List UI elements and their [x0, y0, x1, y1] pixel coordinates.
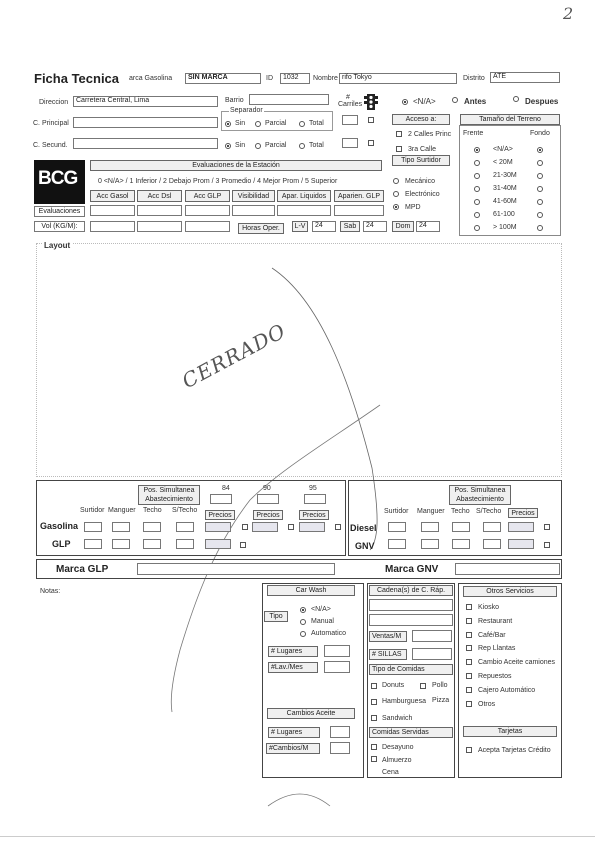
eval-button[interactable]: Aparien. GLP: [334, 190, 384, 202]
comidas-servidas-header: Comidas Servidas: [369, 727, 453, 738]
almuerzo-label: Almuerzo: [382, 757, 412, 764]
cambios-cambios-input[interactable]: [330, 742, 350, 754]
notas-area[interactable]: [36, 598, 258, 778]
barrio-label: Barrio: [225, 97, 244, 104]
fondo-radio-0[interactable]: [537, 147, 543, 153]
cambios-header: Cambios Aceite: [267, 708, 355, 719]
notas-label: Notas:: [40, 588, 61, 595]
mecanico-radio[interactable]: [393, 178, 399, 184]
otros-check[interactable]: [466, 645, 472, 651]
principal-input[interactable]: [73, 117, 218, 128]
evaluaciones-row-label: Evaluaciones: [34, 206, 85, 217]
cadena-header: Cadena(s) de C. Ráp.: [369, 585, 453, 596]
scan-edge: [0, 836, 595, 837]
hamburguesa-label: Hamburguesa: [382, 698, 426, 705]
fuel-input[interactable]: [388, 539, 406, 549]
frente-radio-4[interactable]: [474, 199, 480, 205]
timing-despues-radio[interactable]: [513, 96, 519, 102]
fuel-input[interactable]: [421, 522, 439, 532]
fuel-input[interactable]: [176, 522, 194, 532]
precio-input[interactable]: [205, 539, 231, 549]
gas-col-manguer: Manguer: [108, 507, 136, 514]
eval-input[interactable]: [185, 205, 230, 216]
fuel-input[interactable]: [388, 522, 406, 532]
tarjetas-label: Acepta Tarjetas Crédito: [478, 747, 551, 754]
sep1-parcial-radio[interactable]: [255, 121, 261, 127]
fondo-radio-5[interactable]: [537, 212, 543, 218]
gas-pos-sim: Pos. Simultanea Abastecimiento: [138, 485, 200, 505]
terreno-panel: [459, 125, 561, 236]
precio-input[interactable]: [508, 539, 534, 549]
carwash-lav-input[interactable]: [324, 661, 350, 673]
carwash-na-label: <N/A>: [311, 606, 331, 613]
sep2-parcial-radio[interactable]: [255, 143, 261, 149]
dsl-pos-sim: Pos. Simultanea Abastecimiento: [449, 485, 511, 505]
sab-label: Sab: [340, 221, 360, 232]
terreno-header: Tamaño del Terreno: [460, 114, 560, 125]
evaluaciones-scale: 0 <N/A> / 1 Inferior / 2 Debajo Prom / 3 Promedio / 4 Mejor Prom / 5 Superior: [98, 178, 338, 185]
evaluaciones-header: Evaluaciones de la Estación: [90, 160, 382, 171]
fuel-input[interactable]: [483, 539, 501, 549]
diesel-label: Diesel: [350, 523, 377, 533]
terreno-row-label: < 20M: [493, 159, 513, 166]
timing-despues-label: Despues: [525, 97, 559, 106]
bcg-logo: [34, 160, 85, 204]
precios-95-button[interactable]: Precios: [299, 510, 329, 520]
eval-button[interactable]: Apar. Liquidos: [277, 190, 331, 202]
precio-input[interactable]: [299, 522, 325, 532]
carwash-lugares-label: # Lugares: [268, 646, 318, 657]
principal-label: C. Principal: [33, 120, 69, 127]
dsl-col-surtidor: Surtidor: [384, 508, 409, 515]
eval-button[interactable]: Acc GLP: [185, 190, 230, 202]
precio-check[interactable]: [242, 524, 248, 530]
electronico-label: Electrónico: [405, 191, 440, 198]
hamburguesa-check[interactable]: [371, 699, 377, 705]
sep2-total-label: Total: [309, 142, 324, 149]
sep2-sin-label: Sin: [235, 142, 246, 149]
surtidor-header: Tipo Surtidor: [392, 155, 450, 166]
secund-input[interactable]: [73, 138, 218, 149]
terreno-row-label: 21-30M: [493, 172, 517, 179]
id-input[interactable]: 1032: [280, 73, 310, 84]
cambios-lugares-input[interactable]: [330, 726, 350, 738]
eval-input[interactable]: [277, 205, 331, 216]
sep1-total-radio[interactable]: [299, 121, 305, 127]
carriles-2-input[interactable]: [342, 138, 358, 148]
carwash-na-radio[interactable]: [300, 607, 306, 613]
timing-na-radio[interactable]: [402, 99, 408, 105]
dom-input[interactable]: 24: [416, 221, 440, 232]
fuel-input[interactable]: [143, 539, 161, 549]
dos-calles-check[interactable]: [396, 131, 402, 137]
fuel-input[interactable]: [452, 522, 470, 532]
fondo-radio-1[interactable]: [537, 160, 543, 166]
fondo-radio-4[interactable]: [537, 199, 543, 205]
frente-label: Frente: [463, 130, 484, 137]
vol-input[interactable]: [137, 221, 182, 232]
pollo-check[interactable]: [420, 683, 426, 689]
marca-label: arca Gasolina: [129, 75, 173, 82]
frente-radio-0[interactable]: [474, 147, 480, 153]
direccion-label: Direccion: [39, 99, 69, 106]
frente-radio-2[interactable]: [474, 173, 480, 179]
otros-item-label: Cambio Aceite camiones: [478, 659, 556, 667]
marca-gnv-input[interactable]: [455, 563, 560, 575]
barrio-input[interactable]: [249, 94, 329, 105]
marca-glp-input[interactable]: [137, 563, 335, 575]
fuel-input[interactable]: [483, 522, 501, 532]
electronico-radio[interactable]: [393, 191, 399, 197]
carriles-label: # Carriles: [338, 94, 363, 108]
sep2-sin-radio[interactable]: [225, 143, 231, 149]
dsl-col-techo: Techo: [451, 508, 470, 515]
precio-input[interactable]: [205, 522, 231, 532]
nombre-label: Nombre: [313, 75, 338, 82]
otros-check[interactable]: [466, 604, 472, 610]
tercera-calle-label: 3ra Calle: [408, 146, 437, 153]
oct-84-input[interactable]: [210, 494, 232, 504]
ventas-input[interactable]: [412, 630, 452, 642]
fondo-radio-6[interactable]: [537, 225, 543, 231]
fondo-radio-3[interactable]: [537, 186, 543, 192]
donuts-check[interactable]: [371, 683, 377, 689]
vol-input[interactable]: [90, 221, 135, 232]
frente-radio-1[interactable]: [474, 160, 480, 166]
timing-antes-radio[interactable]: [452, 97, 458, 103]
lv-input[interactable]: 24: [312, 221, 336, 232]
marca-input[interactable]: SIN MARCA: [185, 73, 261, 84]
eval-input[interactable]: [334, 205, 384, 216]
sillas-label: # SILLAS: [369, 649, 407, 660]
otros-check[interactable]: [466, 632, 472, 638]
sandwich-check[interactable]: [371, 715, 377, 721]
page-number-mark: 2: [563, 4, 574, 23]
pollo-label: Pollo: [432, 682, 448, 689]
form-title: Ficha Tecnica: [34, 71, 120, 86]
desayuno-check[interactable]: [371, 744, 377, 750]
sandwich-label: Sandwich: [382, 715, 413, 722]
traffic-light-icon: [364, 94, 378, 110]
marca-gnv-label: Marca GNV: [385, 564, 439, 575]
frente-radio-5[interactable]: [474, 212, 480, 218]
carwash-manual-radio[interactable]: [300, 619, 306, 625]
tercera-calle-check[interactable]: [396, 146, 402, 152]
otros-item-label: Otros: [478, 700, 496, 708]
horas-label: Horas Oper.: [238, 223, 284, 234]
eval-button[interactable]: Acc Gasol: [90, 190, 135, 202]
handwritten-cerrado: CERRADO: [178, 318, 290, 394]
gasolina-label: Gasolina: [40, 521, 79, 531]
lv-label: L-V: [292, 221, 308, 232]
mpd-radio[interactable]: [393, 204, 399, 210]
almuerzo-check[interactable]: [371, 756, 377, 762]
otros-check[interactable]: [466, 687, 472, 693]
otros-header: Otros Servicios: [463, 586, 557, 597]
sillas-input[interactable]: [412, 648, 452, 660]
carwash-tipo-label: Tipo: [264, 611, 288, 622]
precio-check[interactable]: [335, 524, 341, 530]
layout-label: Layout: [44, 241, 71, 250]
terreno-row-label: 41-60M: [493, 198, 517, 205]
precio-input[interactable]: [252, 522, 278, 532]
otros-item-label: Restaurant: [478, 617, 513, 625]
eval-button[interactable]: Acc Dsl: [137, 190, 182, 202]
eval-input[interactable]: [232, 205, 275, 216]
fuel-input[interactable]: [84, 539, 102, 549]
precios-84-button[interactable]: Precios: [205, 510, 235, 520]
fuel-input[interactable]: [421, 539, 439, 549]
otros-item-label: Kiosko: [478, 604, 500, 611]
eval-input[interactable]: [90, 205, 135, 216]
cadena-input-2[interactable]: [369, 614, 453, 626]
otros-item-label: Cajero Automático: [478, 686, 536, 694]
ventas-label: Ventas/M: [369, 631, 407, 642]
fuel-input[interactable]: [112, 522, 130, 532]
gas-col-stecho: S/Techo: [172, 507, 198, 514]
cadena-input-1[interactable]: [369, 599, 453, 611]
carwash-header: Car Wash: [267, 585, 355, 596]
tarjetas-check[interactable]: [466, 747, 472, 753]
eval-input[interactable]: [137, 205, 182, 216]
oct-90-label: 90: [263, 485, 271, 492]
gas-col-surtidor: Surtidor: [80, 507, 105, 514]
oct-90-input[interactable]: [257, 494, 279, 504]
oct-84-label: 84: [222, 485, 230, 492]
timing-na-label: <N/A>: [413, 97, 436, 106]
fuel-input[interactable]: [112, 539, 130, 549]
id-label: ID: [266, 75, 273, 82]
timing-antes-label: Antes: [464, 97, 487, 106]
frente-radio-6[interactable]: [474, 225, 480, 231]
tipo-comidas-header: Tipo de Comidas: [369, 664, 453, 675]
marca-glp-label: Marca GLP: [56, 564, 109, 575]
carriles-1-input[interactable]: [342, 115, 358, 125]
layout-area[interactable]: [36, 243, 562, 477]
vol-input[interactable]: [185, 221, 230, 232]
dsl-col-stecho: S/Techo: [476, 508, 502, 515]
sep2-total-radio[interactable]: [299, 143, 305, 149]
precios-90-button[interactable]: Precios: [253, 510, 283, 520]
sep1-sin-label: Sin: [235, 120, 246, 127]
oct-95-input[interactable]: [304, 494, 326, 504]
dsl-col-manguer: Manguer: [417, 508, 445, 515]
gas-col-techo: Techo: [143, 507, 162, 514]
precio-check[interactable]: [288, 524, 294, 530]
mpd-label: MPD: [405, 204, 421, 211]
sep1-total-label: Total: [309, 120, 324, 127]
otros-check[interactable]: [466, 673, 472, 679]
gnv-precio-check[interactable]: [544, 542, 550, 548]
terreno-row-label: <N/A>: [493, 146, 513, 153]
desayuno-label: Desayuno: [382, 744, 414, 751]
distrito-label: Distrito: [463, 75, 485, 82]
sep1-sin-radio[interactable]: [225, 121, 231, 127]
donuts-label: Donuts: [382, 682, 405, 689]
gnv-label: GNV: [355, 541, 375, 551]
terreno-row-label: > 100M: [493, 224, 517, 231]
oct-95-label: 95: [309, 485, 317, 492]
carwash-lugares-input[interactable]: [324, 645, 350, 657]
distrito-input[interactable]: ATE: [490, 72, 560, 83]
otros-check[interactable]: [466, 618, 472, 624]
glp-label: GLP: [52, 539, 71, 549]
secund-label: C. Secund.: [33, 142, 68, 149]
fuel-input[interactable]: [84, 522, 102, 532]
dos-calles-label: 2 Calles Princ: [408, 131, 452, 138]
precios-diesel-button[interactable]: Precios: [508, 508, 538, 518]
acceso-header: Acceso a:: [392, 114, 450, 125]
nombre-input[interactable]: rifo Tokyo: [339, 73, 457, 84]
terreno-row-label: 31-40M: [493, 185, 517, 192]
pizza-label: Pizza: [432, 697, 450, 704]
sep1-parcial-label: Parcial: [265, 120, 287, 127]
carriles-1-check[interactable]: [368, 117, 374, 123]
dom-label: Dom: [392, 221, 414, 232]
fondo-label: Fondo: [530, 130, 550, 137]
eval-button[interactable]: Visibilidad: [232, 190, 275, 202]
glp-precio-check[interactable]: [240, 542, 246, 548]
cambios-cambios-label: #Cambios/M: [266, 743, 320, 754]
carwash-auto-radio[interactable]: [300, 631, 306, 637]
separador-label: Separador: [230, 107, 263, 114]
mecanico-label: Mecánico: [405, 178, 435, 185]
otros-item-label: Repuestos: [478, 673, 512, 680]
carwash-manual-label: Manual: [311, 618, 334, 625]
carwash-lav-label: #Lav./Mes: [268, 662, 318, 673]
fuel-input[interactable]: [452, 539, 470, 549]
sab-input[interactable]: 24: [363, 221, 387, 232]
carwash-auto-label: Automatico: [311, 630, 347, 637]
otros-item-label: Café/Bar: [478, 631, 506, 639]
precio-input[interactable]: [508, 522, 534, 532]
diesel-precio-check[interactable]: [544, 524, 550, 530]
tarjetas-header: Tarjetas: [463, 726, 557, 737]
carriles-2-check[interactable]: [368, 140, 374, 146]
vol-label: Vol (KG/M):: [34, 221, 85, 232]
otros-item-label: Rep Llantas: [478, 645, 516, 653]
cena-label: Cena: [382, 769, 399, 776]
cambios-lugares-label: # Lugares: [268, 727, 320, 738]
fuel-input[interactable]: [143, 522, 161, 532]
direccion-input[interactable]: Carretera Central, Lima: [73, 96, 218, 107]
otros-check[interactable]: [466, 701, 472, 707]
bcg-logo-text: BCG: [38, 168, 78, 189]
otros-check[interactable]: [466, 659, 472, 665]
fuel-input[interactable]: [176, 539, 194, 549]
fondo-radio-2[interactable]: [537, 173, 543, 179]
terreno-row-label: 61-100: [493, 211, 515, 218]
frente-radio-3[interactable]: [474, 186, 480, 192]
sep2-parcial-label: Parcial: [265, 142, 287, 149]
